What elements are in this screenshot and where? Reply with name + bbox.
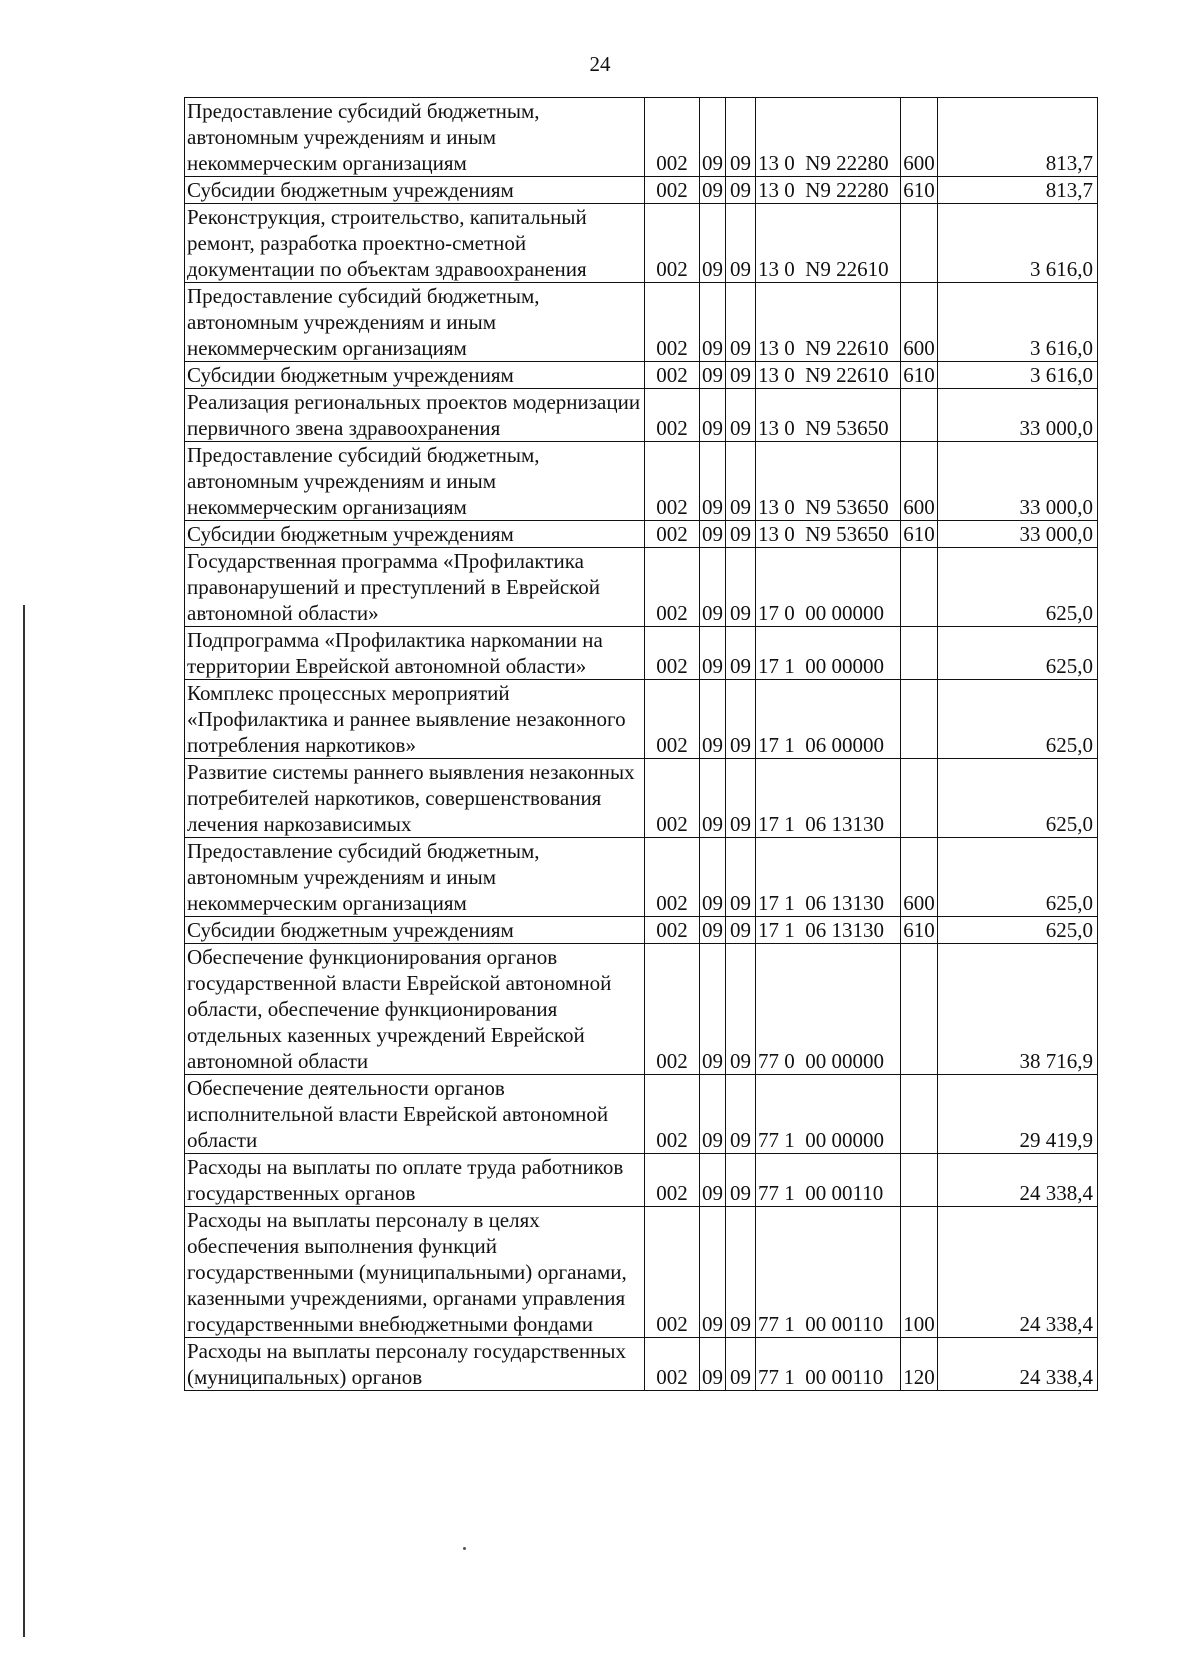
table-row xyxy=(185,944,1098,1075)
margin-rule xyxy=(23,605,25,1637)
row-grbs-cell: 002 xyxy=(645,627,700,680)
table-row xyxy=(185,1338,1098,1391)
row-grbs-cell: 002 xyxy=(645,1207,700,1338)
row-grbs-cell: 002 xyxy=(645,838,700,917)
row-csr-cell: 13 0 N9 53650 xyxy=(756,442,901,521)
row-sum-cell: 625,0 xyxy=(938,838,1098,917)
row-pr-cell: 09 xyxy=(726,1338,756,1391)
row-name-cell: Предоставление субсидий бюджетным, автономным учреждениям и иным некоммерческим организациям xyxy=(185,838,645,917)
table-row xyxy=(185,521,1098,548)
row-csr-cell: 13 0 N9 22280 xyxy=(756,98,901,177)
row-sum-cell: 24 338,4 xyxy=(938,1338,1098,1391)
row-grbs-cell: 002 xyxy=(645,1338,700,1391)
table-row xyxy=(185,627,1098,680)
row-vr-cell: 600 xyxy=(901,442,938,521)
row-rz-cell: 09 xyxy=(700,944,726,1075)
row-grbs-cell: 002 xyxy=(645,944,700,1075)
row-name-cell: Расходы на выплаты персоналу государственных (муниципальных) органов xyxy=(185,1338,645,1391)
row-rz-cell: 09 xyxy=(700,177,726,204)
table-row xyxy=(185,759,1098,838)
row-vr-cell xyxy=(901,1075,938,1154)
row-csr-cell: 77 1 00 00110 xyxy=(756,1207,901,1338)
row-pr-cell: 09 xyxy=(726,838,756,917)
row-grbs-cell: 002 xyxy=(645,759,700,838)
row-pr-cell: 09 xyxy=(726,1154,756,1207)
table-body xyxy=(185,98,1098,1391)
row-csr-cell: 17 1 00 00000 xyxy=(756,627,901,680)
row-vr-cell xyxy=(901,944,938,1075)
row-vr-cell xyxy=(901,389,938,442)
row-grbs-cell: 002 xyxy=(645,389,700,442)
row-name-cell: Реконструкция, строительство, капитальный ремонт, разработка проектно-сметной документации по объектам здравоохранения xyxy=(185,204,645,283)
table-row xyxy=(185,362,1098,389)
row-name-cell: Государственная программа «Профилактика правонарушений и преступлений в Еврейской автономной области» xyxy=(185,548,645,627)
row-sum-cell: 813,7 xyxy=(938,177,1098,204)
row-grbs-cell: 002 xyxy=(645,680,700,759)
row-sum-cell: 625,0 xyxy=(938,917,1098,944)
row-grbs-cell: 002 xyxy=(645,283,700,362)
row-sum-cell: 33 000,0 xyxy=(938,389,1098,442)
row-csr-cell: 13 0 N9 53650 xyxy=(756,389,901,442)
page-number: 24 xyxy=(589,52,611,76)
row-grbs-cell: 002 xyxy=(645,204,700,283)
row-sum-cell: 24 338,4 xyxy=(938,1154,1098,1207)
table-row xyxy=(185,680,1098,759)
row-sum-cell: 3 616,0 xyxy=(938,362,1098,389)
row-pr-cell: 09 xyxy=(726,759,756,838)
row-pr-cell: 09 xyxy=(726,680,756,759)
row-csr-cell: 77 1 00 00110 xyxy=(756,1338,901,1391)
row-name-cell: Субсидии бюджетным учреждениям xyxy=(185,177,645,204)
table-row xyxy=(185,917,1098,944)
row-rz-cell: 09 xyxy=(700,1075,726,1154)
table-row xyxy=(185,1207,1098,1338)
table-row xyxy=(185,204,1098,283)
table-row xyxy=(185,283,1098,362)
row-grbs-cell: 002 xyxy=(645,177,700,204)
row-pr-cell: 09 xyxy=(726,389,756,442)
row-vr-cell: 600 xyxy=(901,838,938,917)
table-row xyxy=(185,442,1098,521)
row-csr-cell: 17 1 06 00000 xyxy=(756,680,901,759)
row-name-cell: Расходы на выплаты персоналу в целях обеспечения выполнения функций государственными (муниципальными) органами, казенными учреждениями, органами управления государственными внебюджетными фондами xyxy=(185,1207,645,1338)
row-rz-cell: 09 xyxy=(700,1154,726,1207)
row-csr-cell: 77 0 00 00000 xyxy=(756,944,901,1075)
row-rz-cell: 09 xyxy=(700,759,726,838)
row-name-cell: Расходы на выплаты по оплате труда работников государственных органов xyxy=(185,1154,645,1207)
row-grbs-cell: 002 xyxy=(645,1075,700,1154)
row-pr-cell: 09 xyxy=(726,1075,756,1154)
row-rz-cell: 09 xyxy=(700,1338,726,1391)
row-csr-cell: 17 1 06 13130 xyxy=(756,759,901,838)
row-vr-cell: 610 xyxy=(901,362,938,389)
row-csr-cell: 17 1 06 13130 xyxy=(756,917,901,944)
row-sum-cell: 38 716,9 xyxy=(938,944,1098,1075)
row-vr-cell: 600 xyxy=(901,98,938,177)
row-csr-cell: 17 0 00 00000 xyxy=(756,548,901,627)
row-csr-cell: 13 0 N9 22280 xyxy=(756,177,901,204)
row-rz-cell: 09 xyxy=(700,838,726,917)
row-vr-cell: 610 xyxy=(901,521,938,548)
row-vr-cell: 610 xyxy=(901,917,938,944)
row-grbs-cell: 002 xyxy=(645,442,700,521)
row-vr-cell xyxy=(901,759,938,838)
table-row xyxy=(185,1075,1098,1154)
row-rz-cell: 09 xyxy=(700,1207,726,1338)
row-vr-cell: 100 xyxy=(901,1207,938,1338)
row-vr-cell: 120 xyxy=(901,1338,938,1391)
row-rz-cell: 09 xyxy=(700,917,726,944)
table-row xyxy=(185,177,1098,204)
row-rz-cell: 09 xyxy=(700,98,726,177)
row-pr-cell: 09 xyxy=(726,917,756,944)
row-name-cell: Реализация региональных проектов модернизации первичного звена здравоохранения xyxy=(185,389,645,442)
row-sum-cell: 3 616,0 xyxy=(938,283,1098,362)
row-grbs-cell: 002 xyxy=(645,521,700,548)
row-grbs-cell: 002 xyxy=(645,548,700,627)
row-pr-cell: 09 xyxy=(726,521,756,548)
table-row xyxy=(185,548,1098,627)
row-rz-cell: 09 xyxy=(700,204,726,283)
row-name-cell: Подпрограмма «Профилактика наркомании на территории Еврейской автономной области» xyxy=(185,627,645,680)
row-sum-cell: 625,0 xyxy=(938,680,1098,759)
row-name-cell: Субсидии бюджетным учреждениям xyxy=(185,521,645,548)
row-vr-cell xyxy=(901,204,938,283)
row-csr-cell: 77 1 00 00110 xyxy=(756,1154,901,1207)
row-sum-cell: 24 338,4 xyxy=(938,1207,1098,1338)
row-csr-cell: 13 0 N9 53650 xyxy=(756,521,901,548)
row-sum-cell: 813,7 xyxy=(938,98,1098,177)
row-rz-cell: 09 xyxy=(700,362,726,389)
row-sum-cell: 29 419,9 xyxy=(938,1075,1098,1154)
scan-speck xyxy=(463,1547,466,1550)
row-pr-cell: 09 xyxy=(726,1207,756,1338)
row-grbs-cell: 002 xyxy=(645,917,700,944)
row-csr-cell: 77 1 00 00000 xyxy=(756,1075,901,1154)
row-name-cell: Предоставление субсидий бюджетным, автономным учреждениям и иным некоммерческим организациям xyxy=(185,283,645,362)
row-vr-cell xyxy=(901,680,938,759)
row-pr-cell: 09 xyxy=(726,548,756,627)
row-csr-cell: 17 1 06 13130 xyxy=(756,838,901,917)
row-pr-cell: 09 xyxy=(726,944,756,1075)
row-grbs-cell: 002 xyxy=(645,1154,700,1207)
row-name-cell: Обеспечение деятельности органов исполнительной власти Еврейской автономной области xyxy=(185,1075,645,1154)
row-name-cell: Развитие системы раннего выявления незаконных потребителей наркотиков, совершенствования лечения наркозависимых xyxy=(185,759,645,838)
row-pr-cell: 09 xyxy=(726,177,756,204)
row-vr-cell xyxy=(901,548,938,627)
row-grbs-cell: 002 xyxy=(645,98,700,177)
row-rz-cell: 09 xyxy=(700,389,726,442)
row-sum-cell: 33 000,0 xyxy=(938,521,1098,548)
row-csr-cell: 13 0 N9 22610 xyxy=(756,283,901,362)
row-sum-cell: 33 000,0 xyxy=(938,442,1098,521)
row-rz-cell: 09 xyxy=(700,548,726,627)
row-sum-cell: 3 616,0 xyxy=(938,204,1098,283)
table-row xyxy=(185,1154,1098,1207)
row-pr-cell: 09 xyxy=(726,362,756,389)
row-vr-cell: 600 xyxy=(901,283,938,362)
row-vr-cell: 610 xyxy=(901,177,938,204)
table-row xyxy=(185,838,1098,917)
row-name-cell: Комплекс процессных мероприятий «Профилактика и раннее выявление незаконного потребления наркотиков» xyxy=(185,680,645,759)
row-name-cell: Предоставление субсидий бюджетным, автономным учреждениям и иным некоммерческим организациям xyxy=(185,98,645,177)
row-pr-cell: 09 xyxy=(726,283,756,362)
row-vr-cell xyxy=(901,1154,938,1207)
table-row xyxy=(185,98,1098,177)
row-name-cell: Обеспечение функционирования органов государственной власти Еврейской автономной области, обеспечение функционирования отдельных казенных учреждений Еврейской автономной области xyxy=(185,944,645,1075)
row-csr-cell: 13 0 N9 22610 xyxy=(756,362,901,389)
row-rz-cell: 09 xyxy=(700,680,726,759)
row-rz-cell: 09 xyxy=(700,521,726,548)
table-row xyxy=(185,389,1098,442)
row-name-cell: Предоставление субсидий бюджетным, автономным учреждениям и иным некоммерческим организациям xyxy=(185,442,645,521)
row-pr-cell: 09 xyxy=(726,98,756,177)
row-pr-cell: 09 xyxy=(726,204,756,283)
row-pr-cell: 09 xyxy=(726,627,756,680)
row-pr-cell: 09 xyxy=(726,442,756,521)
row-sum-cell: 625,0 xyxy=(938,627,1098,680)
row-rz-cell: 09 xyxy=(700,442,726,521)
row-name-cell: Субсидии бюджетным учреждениям xyxy=(185,917,645,944)
row-csr-cell: 13 0 N9 22610 xyxy=(756,204,901,283)
row-sum-cell: 625,0 xyxy=(938,759,1098,838)
row-sum-cell: 625,0 xyxy=(938,548,1098,627)
row-rz-cell: 09 xyxy=(700,283,726,362)
row-vr-cell xyxy=(901,627,938,680)
row-name-cell: Субсидии бюджетным учреждениям xyxy=(185,362,645,389)
row-rz-cell: 09 xyxy=(700,627,726,680)
budget-table xyxy=(184,97,1098,1391)
row-grbs-cell: 002 xyxy=(645,362,700,389)
